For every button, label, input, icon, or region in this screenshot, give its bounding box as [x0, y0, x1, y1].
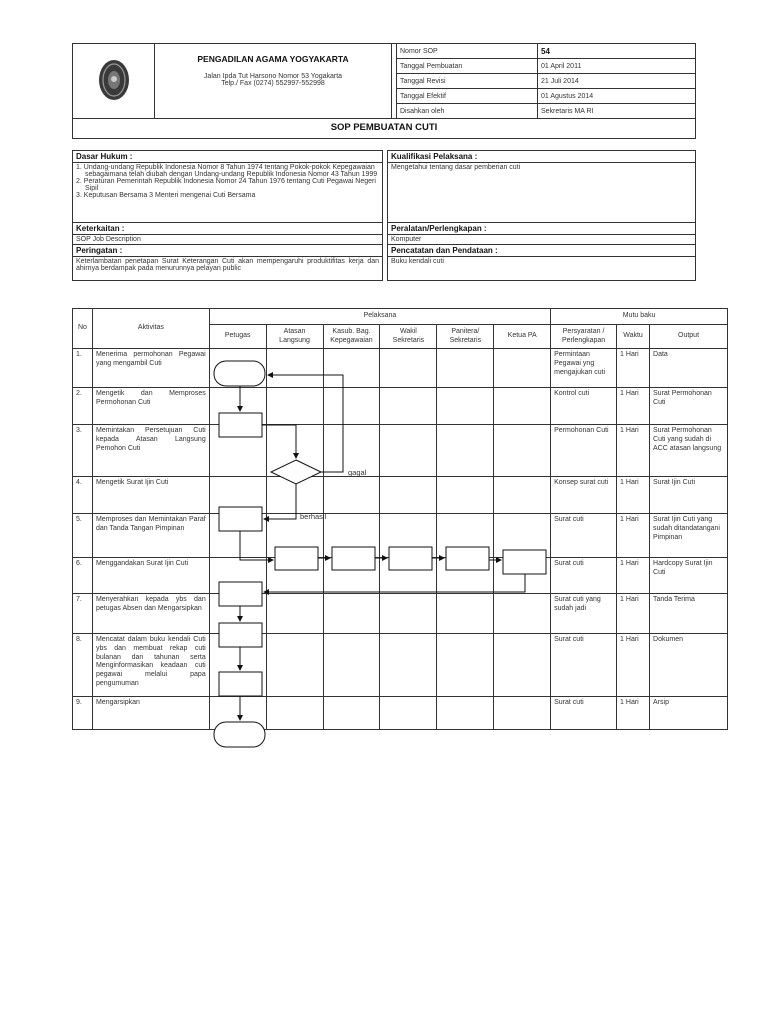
sop-field-label: Tanggal Pembuatan — [397, 59, 538, 74]
sop-field-label: Nomor SOP — [397, 44, 538, 59]
row-output: Surat Permohonan Cuti — [650, 388, 728, 425]
org-name: PENGADILAN AGAMA YOGYAKARTA — [197, 54, 349, 64]
org-address: Jalan Ipda Tut Harsono Nomor 53 Yogakarta — [203, 73, 343, 80]
connector — [264, 574, 525, 592]
org-phone: Telp./ Fax (0274) 552997-552998 — [221, 80, 325, 87]
col-pelaksana-header: Pelaksana — [209, 309, 550, 325]
role-header: Panitera/ Sekretaris — [437, 325, 494, 349]
berhasil-label: berhasil — [300, 512, 327, 521]
col-persyaratan-header: Persyaratan / Perlengkapan — [551, 325, 617, 349]
kualifikasi-text: Mengetahui tentang dasar pemberian cuti — [388, 163, 696, 223]
row-number: 4. — [73, 477, 93, 514]
sop-field-value: 21 Juli 2014 — [538, 74, 696, 89]
row-activity: Mengetik dan Memproses Permohonan Cuti — [92, 388, 209, 425]
row-output: Hardcopy Surat Ijin Cuti — [650, 558, 728, 594]
row-requirement: Surat cuti — [551, 634, 617, 697]
process-box-kasub — [275, 547, 318, 570]
dasar-hukum-heading: Dasar Hukum : — [73, 151, 383, 163]
connector-berhasil — [264, 484, 296, 519]
sop-field-label: Disahkan oleh — [397, 104, 538, 119]
row-output: Surat Permohonan Cuti yang sudah di ACC atasan langsung — [650, 425, 728, 477]
peralatan-heading: Peralatan/Perlengkapan : — [388, 223, 696, 235]
row-activity: Mencatat dalam buku kendali Cuti ybs dan membuat rekap cuti bulanan dan tahunan serta Menginformasikan keadaan cuti pegawai melalui papa pengumuman — [92, 634, 209, 697]
process-box-step-4 — [219, 507, 262, 531]
row-requirement: Surat cuti — [551, 697, 617, 730]
row-output: Data — [650, 349, 728, 388]
row-time: 1 Hari — [617, 388, 650, 425]
row-number: 9. — [73, 697, 93, 730]
role-header: Kasub. Bag. Kepegawaian — [323, 325, 380, 349]
col-output-header: Output — [650, 325, 728, 349]
row-time: 1 Hari — [617, 477, 650, 514]
row-number: 1. — [73, 349, 93, 388]
row-time: 1 Hari — [617, 425, 650, 477]
role-header: Ketua PA — [494, 325, 551, 349]
keterkaitan-text: SOP Job Description — [73, 235, 383, 245]
col-no-header: No — [73, 309, 93, 349]
row-output: Surat Ijin Cuti — [650, 477, 728, 514]
process-box-ketua — [503, 550, 546, 574]
gagal-label: gagal — [348, 468, 367, 477]
row-activity: Mengetik Surat Ijin Cuti — [92, 477, 209, 514]
row-requirement: Permohonan Cuti — [551, 425, 617, 477]
col-mutu-baku-header: Mutu baku — [551, 309, 728, 325]
row-time: 1 Hari — [617, 594, 650, 634]
row-activity: Mengarsipkan — [92, 697, 209, 730]
peringatan-heading: Peringatan : — [73, 245, 383, 257]
sop-field-value: Sekretaris MA RI — [538, 104, 696, 119]
dasar-hukum-item: 2. Peraturan Pemerintah Republik Indonesia Nomor 24 Tahun 1976 tentang Cuti Pegawai Negeri Sipil — [76, 178, 376, 192]
connector — [262, 425, 296, 458]
row-requirement: Kontrol cuti — [551, 388, 617, 425]
row-output: Surat Ijin Cuti yang sudah ditandatangani Pimpinan — [650, 514, 728, 558]
sop-field-label: Tanggal Revisi — [397, 74, 538, 89]
col-waktu-header: Waktu — [617, 325, 650, 349]
kualifikasi-heading: Kualifikasi Pelaksana : — [388, 151, 696, 163]
process-box-wakil — [332, 547, 375, 570]
row-time: 1 Hari — [617, 634, 650, 697]
row-activity: Memproses dan Memintakan Paraf dan Tanda Tangan Pimpinan — [92, 514, 209, 558]
row-activity: Menerima permohonan Pegawai yang mengambil Cuti — [92, 349, 209, 388]
row-time: 1 Hari — [617, 514, 650, 558]
row-number: 2. — [73, 388, 93, 425]
row-activity: Menggandakan Surat Ijin Cuti — [92, 558, 209, 594]
document-title: SOP PEMBUATAN CUTI — [72, 118, 696, 139]
connector-gagal — [268, 375, 343, 472]
process-box-panitera — [389, 547, 432, 570]
col-aktivitas-header: Aktivitas — [92, 309, 209, 349]
keterkaitan-heading: Keterkaitan : — [73, 223, 383, 235]
decision-diamond — [271, 460, 321, 484]
sop-number-value: 54 — [538, 44, 696, 59]
dasar-hukum-item: 3. Keputusan Bersama 3 Menteri mengenai Cuti Bersama — [76, 192, 256, 199]
row-number: 6. — [73, 558, 93, 594]
role-header: Wakil Sekretaris — [380, 325, 437, 349]
row-requirement: Konsep surat cuti — [551, 477, 617, 514]
role-header: Petugas — [209, 325, 266, 349]
role-header: Atasan Langsung — [266, 325, 323, 349]
process-box-step-7 — [219, 623, 262, 647]
process-box-sekretaris — [446, 547, 489, 570]
dasar-hukum-item: 1. Undang-undang Republik Indonesia Nomor 8 Tahun 1974 tentang Pokok-pokok Kepegawaian sebagaimana telah diubah dengan Undang-undang Republik Indonesia Nomor 43 Tahun 1999 — [76, 164, 378, 178]
row-output: Tanda Terima — [650, 594, 728, 634]
row-number: 8. — [73, 634, 93, 697]
row-requirement: Permintaan Pegawai yng mengajukan cuti — [551, 349, 617, 388]
row-number: 3. — [73, 425, 93, 477]
sop-field-value: 01 Agustus 2014 — [538, 89, 696, 104]
sop-field-label: Tanggal Efektif — [397, 89, 538, 104]
row-requirement: Surat cuti — [551, 514, 617, 558]
pencatatan-text: Buku kendali cuti — [388, 257, 696, 281]
row-output: Arsip — [650, 697, 728, 730]
row-number: 5. — [73, 514, 93, 558]
process-box-step-6 — [219, 582, 262, 606]
row-activity: Menyerahkan kepada ybs dan petugas Absen dan Mengarsipkan — [92, 594, 209, 634]
row-time: 1 Hari — [617, 349, 650, 388]
row-number: 7. — [73, 594, 93, 634]
pencatatan-heading: Pencatatan dan Pendataan : — [388, 245, 696, 257]
row-time: 1 Hari — [617, 558, 650, 594]
connector — [240, 531, 273, 560]
row-output: Dokumen — [650, 634, 728, 697]
start-terminator — [214, 361, 265, 386]
row-time: 1 Hari — [617, 697, 650, 730]
peringatan-text: Keterlambatan penetapan Surat Keterangan Cuti akan mempengaruhi produktifitas kerja dan ahirnya berdampak pada menurunnya pelayan public — [73, 257, 383, 281]
end-terminator — [214, 722, 265, 747]
row-requirement: Surat cuti — [551, 558, 617, 594]
peralatan-text: Komputer — [388, 235, 696, 245]
sop-field-value: 01 April 2011 — [538, 59, 696, 74]
row-requirement: Surat cuti yang sudah jadi — [551, 594, 617, 634]
row-activity: Memintakan Persetujuan Cuti kepada Atasan Langsung Pemohon Cuti — [92, 425, 209, 477]
process-box-step-8 — [219, 672, 262, 696]
process-box-step-2 — [219, 413, 262, 437]
